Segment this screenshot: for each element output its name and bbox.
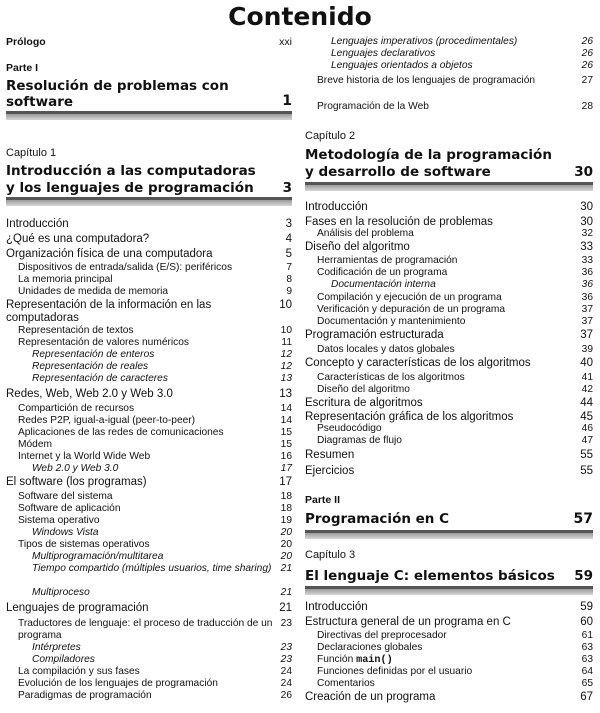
toc-entry-title: Tiempo compartido (múltiples usuarios, time sharing) (32, 563, 272, 574)
toc-entry-page: 14 (280, 415, 292, 426)
toc-entry-title: Lenguajes orientados a objetos (331, 60, 473, 71)
toc-entry-title: Representación de caracteres (32, 373, 168, 384)
toc-entry (305, 678, 593, 690)
toc-entry-title: Lenguajes de programación (6, 602, 149, 614)
toc-entry (305, 601, 593, 614)
toc-entry-page: 7 (286, 262, 292, 273)
chapter1-page: 3 (282, 180, 292, 196)
chapter2-page: 30 (574, 164, 593, 180)
toc-entry-page: 33 (580, 241, 593, 253)
prologo-page: xxi (279, 36, 292, 48)
toc-entry-page: 18 (280, 503, 292, 514)
toc-entry-page: 30 (580, 201, 593, 213)
toc-entry-title: Compiladores (32, 654, 95, 665)
toc-entry-page: 46 (581, 423, 593, 434)
toc-entry (6, 337, 292, 349)
toc-entry-page: 36 (581, 279, 593, 290)
toc-entry (6, 527, 292, 539)
toc-entry (305, 316, 593, 328)
toc-entry (6, 602, 292, 615)
toc-entry-title: La compilación y sus fases (18, 666, 140, 677)
part2-label: Parte II (305, 494, 341, 506)
toc-entry (305, 267, 593, 279)
toc-entry-title: Programación de la Web (317, 101, 429, 112)
toc-entry-page: 26 (581, 36, 593, 47)
toc-entry (6, 539, 292, 551)
toc-entry-page: 60 (580, 616, 593, 628)
divider-shade (305, 589, 593, 595)
toc-entry (305, 372, 593, 384)
toc-entry-page: 4 (285, 233, 292, 245)
toc-entry (6, 463, 292, 475)
toc-entry-page: 37 (581, 304, 593, 315)
toc-entry (6, 476, 292, 489)
toc-entry (6, 587, 292, 599)
toc-entry (6, 388, 292, 401)
toc-entry-page: 15 (280, 439, 292, 450)
part2-page: 57 (573, 511, 593, 527)
toc-entry-title: Herramientas de programación (317, 255, 458, 266)
toc-entry-page: 9 (286, 286, 292, 297)
toc-entry (305, 384, 593, 396)
part1-page-row (6, 93, 292, 109)
toc-entry-title: Resumen (305, 449, 355, 461)
toc-entry (6, 218, 292, 231)
toc-entry (305, 344, 593, 356)
chapter2-label: Capítulo 2 (305, 130, 356, 142)
chapter2-title-1: Metodología de la programación (305, 147, 552, 163)
toc-entry-page: 3 (285, 218, 292, 230)
toc-entry-page: 59 (580, 601, 593, 613)
right-column (305, 0, 593, 713)
chapter3-label: Capítulo 3 (305, 549, 356, 561)
chapter3-heading (305, 568, 593, 584)
part2-heading (305, 511, 593, 527)
toc-entry-title: Función main() (317, 654, 393, 666)
toc-entry (6, 491, 292, 503)
toc-entry (6, 248, 292, 261)
toc-entry-title: Introducción (305, 601, 368, 613)
toc-entry (305, 616, 593, 629)
toc-entry-page: 23 (280, 618, 292, 629)
toc-entry (305, 279, 593, 291)
toc-entry-page: 37 (580, 329, 593, 341)
left-column (6, 0, 292, 713)
toc-entry (305, 48, 593, 60)
toc-entry (6, 563, 292, 575)
toc-entry-title: Funciones definidas por el usuario (317, 666, 473, 677)
chapter1-title-1: Introducción a las computadoras (6, 163, 256, 179)
toc-entry-title: Codificación de un programa (317, 267, 448, 278)
toc-entry-title: Aplicaciones de las redes de comunicaciones (18, 427, 224, 438)
toc-entry-title: Software del sistema (18, 491, 113, 502)
toc-entry-page: 26 (581, 48, 593, 59)
toc-entry (6, 373, 292, 385)
toc-entry-title: Breve historia de los lenguajes de programación (317, 75, 536, 86)
toc-entry (305, 60, 593, 72)
toc-entry-page: 67 (580, 691, 593, 703)
toc-entry (6, 618, 292, 642)
toc-entry (6, 503, 292, 515)
toc-entry-page: 40 (580, 357, 593, 369)
divider-shade (6, 200, 292, 206)
toc-entry-page: 41 (581, 372, 593, 383)
toc-entry-page: 19 (280, 515, 292, 526)
toc-entry-page: 24 (280, 666, 292, 677)
toc-entry-title: Introducción (305, 201, 368, 213)
toc-entry-title: Compilación y ejecución de un programa (317, 292, 502, 303)
toc-entry-page: 5 (285, 248, 292, 260)
toc-entry-page: 32 (581, 228, 593, 239)
toc-entry (6, 427, 292, 439)
toc-entry-title: Intérpretes (32, 642, 81, 653)
toc-entry-title: Windows Vista (32, 527, 99, 538)
toc-entry-title: Fases en la resolución de problemas (305, 216, 493, 228)
toc-entry-title: Traductores de lenguaje: el proceso de traducción de un programa (18, 618, 273, 641)
toc-entry-title: Diagramas de flujo (317, 435, 402, 446)
toc-entry-page: 64 (581, 666, 593, 677)
toc-entry (305, 691, 593, 704)
toc-entry-title: Pseudocódigo (317, 423, 382, 434)
toc-entry (305, 329, 593, 342)
toc-entry (305, 36, 593, 48)
toc-entry (305, 75, 593, 87)
toc-entry-page: 63 (581, 654, 593, 665)
toc-entry-title: Web 2.0 y Web 3.0 (32, 463, 119, 474)
toc-entry-page: 30 (580, 216, 593, 228)
toc-entry (6, 551, 292, 563)
chapter3-page: 59 (574, 568, 593, 584)
toc-entry-title: Concepto y características de los algoritmos (305, 357, 531, 369)
toc-entry (6, 403, 292, 415)
toc-entry-page: 26 (280, 690, 292, 701)
toc-entry-page: 10 (279, 299, 292, 311)
toc-entry-title: ¿Qué es una computadora? (6, 233, 150, 245)
toc-entry-title: Multiproceso (32, 587, 90, 598)
toc-entry-title: Diseño del algoritmo (305, 241, 410, 253)
toc-entry-page: 44 (580, 397, 593, 409)
chapter2-title-2: y desarrollo de software 30 (305, 164, 593, 180)
toc-entry-title: Evolución de los lenguajes de programación (18, 678, 218, 689)
toc-entry-title: Programación estructurada (305, 329, 444, 341)
toc-entry-title: Representación gráfica de los algoritmos (305, 411, 514, 423)
toc-entry (6, 415, 292, 427)
toc-entry (305, 666, 593, 678)
toc-entry (305, 642, 593, 654)
toc-entry-page: 42 (581, 384, 593, 395)
toc-entry (6, 439, 292, 451)
divider-shade (305, 185, 593, 191)
toc-entry-title: Módem (18, 439, 52, 450)
prologo-entry (6, 36, 292, 49)
toc-entry-page: 20 (280, 527, 292, 538)
chapter1-title-2: y los lenguajes de programación 3 (6, 180, 292, 196)
toc-entry-page: 47 (581, 435, 593, 446)
toc-entry (305, 397, 593, 410)
toc-entry (305, 630, 593, 642)
part1-page: 1 (282, 93, 292, 109)
toc-entry-title: Sistema operativo (18, 515, 100, 526)
toc-entry-title: El software (los programas) (6, 476, 147, 488)
toc-entry-title: Redes, Web, Web 2.0 y Web 3.0 (6, 388, 173, 400)
toc-entry-title: Internet y la World Wide Web (18, 451, 151, 462)
toc-entry-page: 13 (280, 373, 292, 384)
toc-entry-page: 26 (581, 60, 593, 71)
toc-entry (305, 255, 593, 267)
toc-entry (305, 449, 593, 462)
toc-entry-page: 65 (581, 678, 593, 689)
toc-entry (6, 361, 292, 373)
toc-entry (6, 233, 292, 246)
toc-entry-page: 23 (280, 642, 292, 653)
toc-entry-title: Lenguajes imperativos (procedimentales) (331, 36, 518, 47)
toc-entry-title: Creación de un programa (305, 691, 436, 703)
toc-entry-page: 37 (581, 316, 593, 327)
toc-entry-page: 20 (280, 551, 292, 562)
toc-entry (6, 299, 292, 325)
toc-entry-page: 36 (581, 292, 593, 303)
toc-entry (305, 304, 593, 316)
toc-entry-title: Documentación y mantenimiento (317, 316, 466, 327)
toc-entry-title: Multiprogramación/multitarea (32, 551, 164, 562)
page-title: Contenido (228, 2, 372, 31)
toc-entry (305, 241, 593, 254)
part1-label: Parte I (6, 62, 39, 74)
toc-entry-page: 55 (580, 465, 593, 477)
toc-entry (6, 451, 292, 463)
toc-entry-page: 8 (286, 274, 292, 285)
toc-entry (6, 654, 292, 666)
toc-entry-title: Compartición de recursos (18, 403, 135, 414)
toc-entry-title: Representación de textos (18, 325, 134, 336)
toc-entry-page: 55 (580, 449, 593, 461)
divider-shade (6, 114, 292, 120)
toc-entry-title: Ejercicios (305, 465, 355, 477)
toc-entry-page: 18 (280, 491, 292, 502)
toc-entry-page: 24 (280, 678, 292, 689)
toc-entry-title: La memoria principal (18, 274, 113, 285)
toc-entry-page: 33 (581, 255, 593, 266)
toc-entry-page: 12 (280, 361, 292, 372)
toc-entry-page: 63 (581, 642, 593, 653)
toc-entry-page: 28 (581, 101, 593, 112)
toc-entry (6, 678, 292, 690)
toc-entry-title: Declaraciones globales (317, 642, 423, 653)
prologo-label: Prólogo (6, 36, 46, 48)
toc-entry-title: Directivas del preprocesador (317, 630, 447, 641)
toc-entry-title: Lenguajes declarativos (331, 48, 436, 59)
toc-entry-page: 15 (280, 427, 292, 438)
toc-entry-page: 39 (581, 344, 593, 355)
toc-entry (6, 515, 292, 527)
chapter1-label: Capítulo 1 (6, 147, 57, 159)
toc-entry (6, 262, 292, 274)
toc-entry (6, 690, 292, 702)
toc-entry-title: Escritura de algoritmos (305, 397, 423, 409)
toc-entry-title: Tipos de sistemas operativos (18, 539, 150, 550)
toc-entry-page: 27 (581, 75, 593, 86)
toc-entry-title: Dispositivos de entrada/salida (E/S): periféricos (18, 262, 233, 273)
toc-entry-title: Organización física de una computadora (6, 248, 213, 260)
toc-entry-title: Datos locales y datos globales (317, 344, 455, 355)
toc-entry (305, 101, 593, 113)
toc-entry-title: Unidades de medida de memoria (18, 286, 169, 297)
part2-title: Programación en C (305, 511, 450, 527)
toc-entry-title: Diseño del algoritmo (317, 384, 410, 395)
toc-entry-title: Paradigmas de programación (18, 690, 152, 701)
toc-entry (6, 666, 292, 678)
toc-entry-title: Representación de la información en las computadoras (6, 299, 212, 324)
toc-entry-page: 17 (279, 476, 292, 488)
toc-entry (6, 325, 292, 337)
divider-shade (305, 533, 593, 539)
toc-entry-title: Documentación interna (331, 279, 436, 290)
toc-entry-title: Comentarios (317, 678, 375, 689)
toc-entry-page: 16 (280, 451, 292, 462)
toc-entry (305, 292, 593, 304)
toc-entry-title: Representación de enteros (32, 349, 155, 360)
toc-entry (6, 349, 292, 361)
toc-entry-page: 45 (580, 411, 593, 423)
toc-entry-page: 61 (581, 630, 593, 641)
toc-entry (305, 357, 593, 370)
toc-entry (305, 423, 593, 435)
part1-title: Resolución de problemas con software (6, 78, 229, 110)
toc-entry (305, 201, 593, 214)
toc-entry-title: Redes P2P, igual-a-igual (peer-to-peer) (18, 415, 196, 426)
toc-entry-page: 21 (279, 602, 292, 614)
toc-entry-title: Representación de valores numéricos (18, 337, 190, 348)
toc-entry-page: 21 (280, 587, 292, 598)
toc-entry (6, 642, 292, 654)
toc-entry-title: Estructura general de un programa en C (305, 616, 511, 628)
chapter3-title: El lenguaje C: elementos básicos (305, 568, 555, 584)
toc-entry (6, 286, 292, 298)
toc-entry-title: Verificación y depuración de un programa (317, 304, 506, 315)
toc-entry (6, 274, 292, 286)
toc-entry-title: Características de los algoritmos (317, 372, 465, 383)
toc-entry (305, 435, 593, 447)
toc-entry-page: 10 (280, 325, 292, 336)
toc-entry-title: Representación de reales (32, 361, 149, 372)
toc-entry-page: 12 (280, 349, 292, 360)
toc-entry (305, 465, 593, 478)
toc-entry (305, 228, 593, 240)
toc-entry-title: Análisis del problema (317, 228, 414, 239)
toc-entry-page: 21 (280, 563, 292, 574)
toc-entry-title: Introducción (6, 218, 69, 230)
toc-entry-page: 17 (280, 463, 292, 474)
toc-entry-page: 14 (280, 403, 292, 414)
toc-entry-page: 20 (280, 539, 292, 550)
toc-entry-page: 11 (281, 337, 292, 348)
toc-entry-page: 23 (280, 654, 292, 665)
toc-entry-page: 13 (279, 388, 292, 400)
toc-entry-page: 36 (581, 267, 593, 278)
toc-entry-title: Software de aplicación (18, 503, 121, 514)
